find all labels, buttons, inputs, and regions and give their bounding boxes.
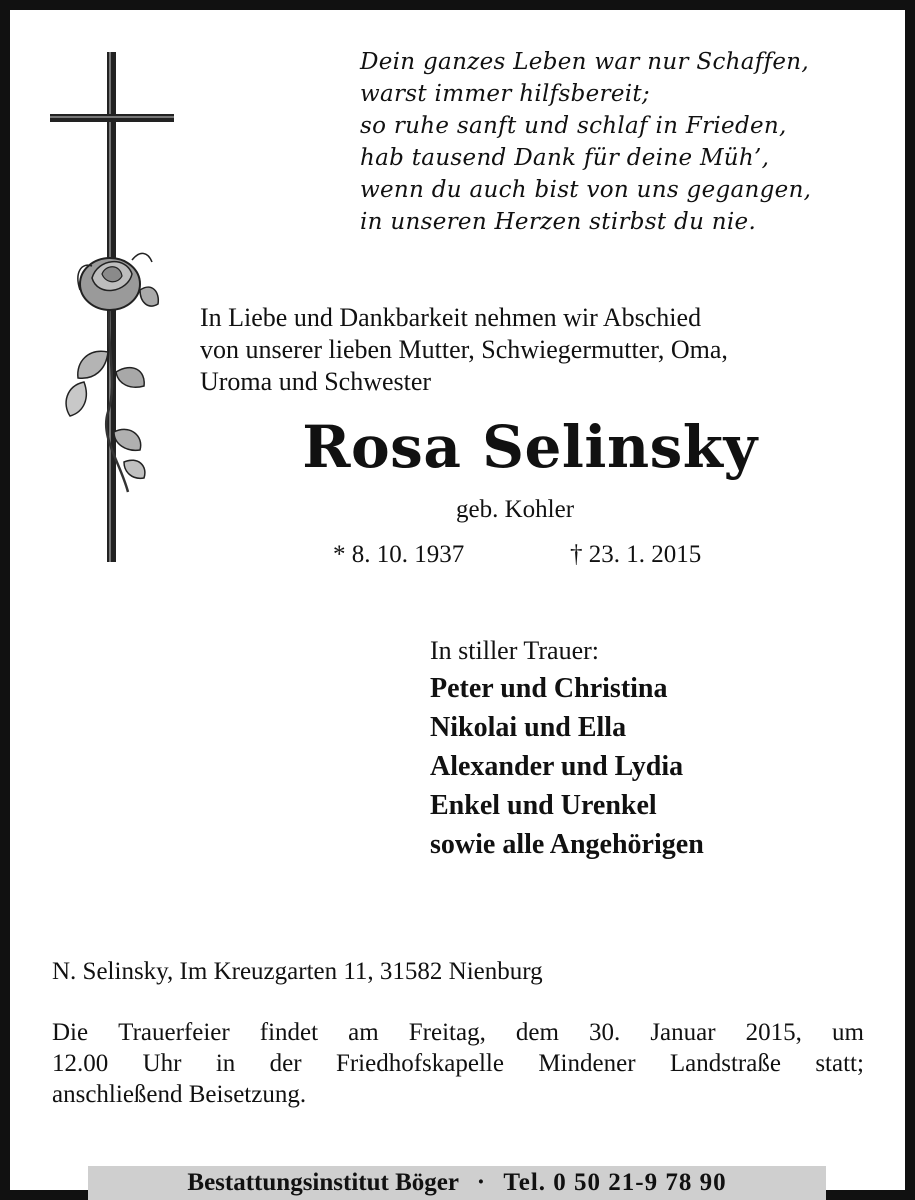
service-word: Trauerfeier (118, 1019, 230, 1046)
birth-name: geb. Kohler (456, 496, 575, 523)
service-word: 12.00 (52, 1050, 109, 1077)
poem-line: hab tausend Dank für deine Müh’, (360, 145, 770, 171)
footer-separator: · (476, 1169, 486, 1196)
service-word: Januar (650, 1019, 716, 1046)
mourner-entry: Alexander und Lydia (430, 751, 684, 782)
service-word: Landstraße (669, 1050, 781, 1077)
service-word: findet (259, 1019, 319, 1046)
service-word: statt; (815, 1050, 864, 1077)
service-word: Uhr (142, 1050, 182, 1077)
farewell-intro (200, 302, 880, 398)
contact-address: N. Selinsky, Im Kreuzgarten 11, 31582 Nienburg (52, 958, 543, 985)
service-word: Die (52, 1019, 89, 1046)
service-word: 30. (589, 1019, 621, 1046)
birth-date: * 8. 10. 1937 (333, 541, 465, 568)
service-word: der (269, 1050, 302, 1077)
death-date: † 23. 1. 2015 (570, 541, 702, 568)
poem-line: in unseren Herzen stirbst du nie. (360, 209, 757, 235)
mourner-entry: sowie alle Angehörigen (430, 829, 704, 860)
cross-with-rose-icon (48, 52, 178, 564)
funeral-home-banner (88, 1166, 826, 1200)
service-word: am (348, 1019, 379, 1046)
mourner-entry: Peter und Christina (430, 673, 668, 704)
service-word: Friedhofskapelle (335, 1050, 504, 1077)
mourners-heading: In stiller Trauer: (430, 636, 599, 665)
poem-line: wenn du auch bist von uns gegangen, (360, 177, 812, 203)
service-line-3: anschließend Beisetzung. (52, 1081, 307, 1108)
service-word: dem (515, 1019, 559, 1046)
service-word: in (215, 1050, 236, 1077)
intro-line: von unserer lieben Mutter, Schwiegermutter, Oma, (200, 335, 728, 364)
mourners-list (430, 669, 704, 864)
funeral-service-notice (52, 1017, 864, 1110)
service-word: um (831, 1019, 864, 1046)
service-line-1 (52, 1017, 864, 1048)
poem-line: Dein ganzes Leben war nur Schaffen, (360, 49, 810, 75)
intro-line: In Liebe und Dankbarkeit nehmen wir Abschied (200, 303, 702, 332)
funeral-home-phone: Tel. 0 50 21-9 78 90 (503, 1169, 727, 1196)
memorial-poem (360, 46, 880, 238)
mourner-entry: Nikolai und Ella (430, 712, 627, 743)
service-word: Mindener (538, 1050, 636, 1077)
service-line-2 (52, 1048, 864, 1079)
mourner-entry: Enkel und Urenkel (430, 790, 657, 821)
deceased-name: Rosa Selinsky (302, 413, 758, 481)
funeral-home-name: Bestattungsinstitut Böger (187, 1169, 459, 1196)
service-word: Freitag, (408, 1019, 486, 1046)
intro-line: Uroma und Schwester (200, 367, 432, 396)
service-word: 2015, (745, 1019, 802, 1046)
poem-line: so ruhe sanft und schlaf in Frieden, (360, 113, 787, 139)
poem-line: warst immer hilfsbereit; (360, 81, 650, 107)
